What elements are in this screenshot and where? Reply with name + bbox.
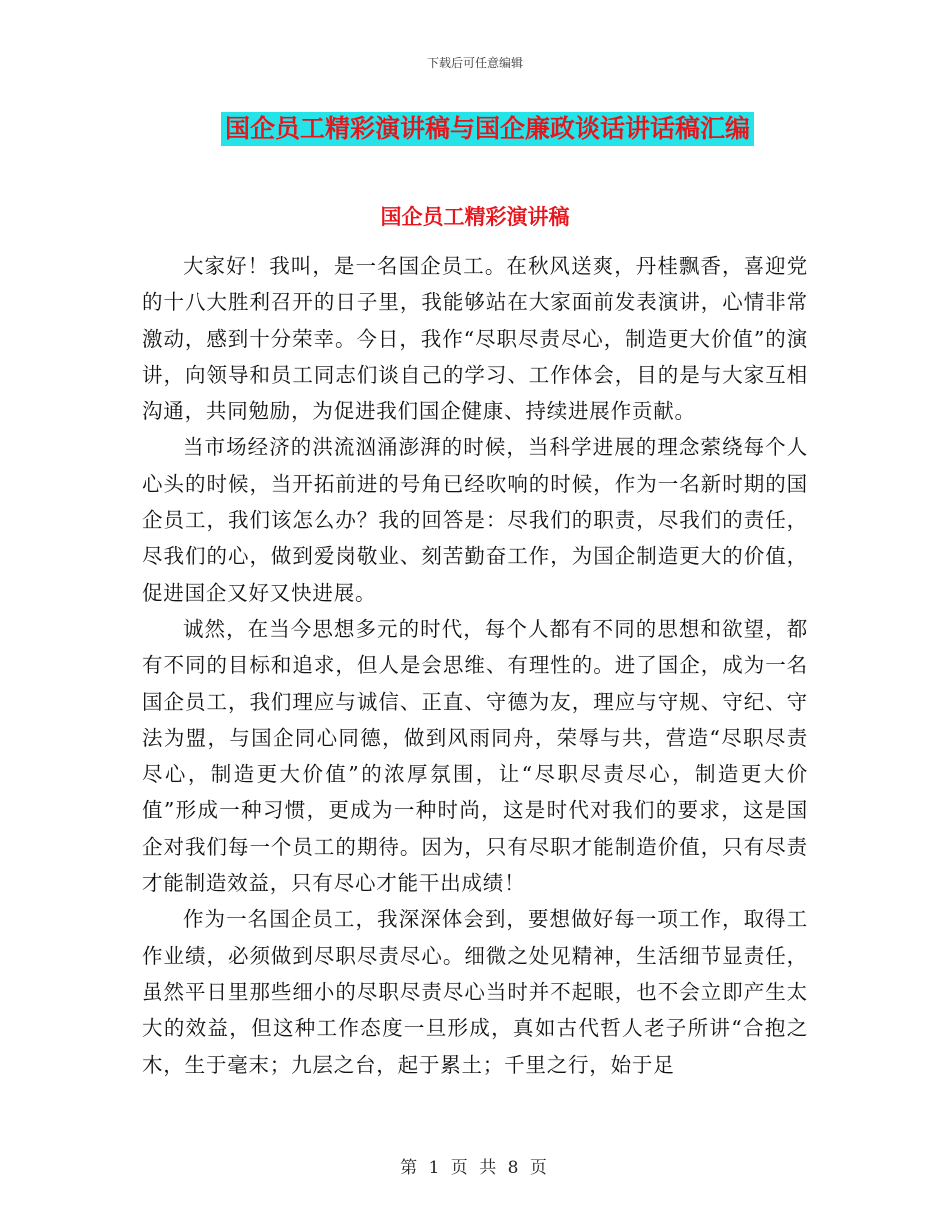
paragraph: 当市场经济的洪流汹涌澎湃的时候，当科学进展的理念萦绕每个人心头的时候，当开拓前进的号角已经吹响的时候，作为一名新时期的国企员工，我们该怎么办？我的回答是：尽我们的职责，尽我们的责任，尽我们的心，做到爱岗敬业、刻苦勤奋工作，为国企制造更大的价值，促进国企又好又快进展。: [142, 435, 808, 605]
header-note: 下载后可任意编辑: [426, 56, 523, 70]
page-number: 第 1 页 共 8 页: [400, 1158, 550, 1178]
document-body: [142, 248, 808, 1083]
document-main-title: 国企员工精彩演讲稿与国企廉政谈话讲话稿汇编: [221, 112, 754, 146]
paragraph: 大家好！我叫，是一名国企员工。在秋风送爽，丹桂飘香，喜迎党的十八大胜利召开的日子里，我能够站在大家面前发表演讲，心情非常激动，感到十分荣幸。今日，我作“尽职尽责尽心，制造更大价值”的演讲，向领导和员工同志们谈自己的学习、工作体会，目的是与大家互相沟通，共同勉励，为促进我们国企健康、持续进展作贡献。: [142, 254, 808, 424]
paragraph: 作为一名国企员工，我深深体会到，要想做好每一项工作，取得工作业绩，必须做到尽职尽责尽心。细微之处见精神，生活细节显责任，虽然平日里那些细小的尽职尽责尽心当时并不起眼，也不会立即产生太大的效益，但这种工作态度一旦形成，真如古代哲人老子所讲“合抱之木，生于毫末；九层之台，起于累土；千里之行，始于足: [142, 907, 808, 1077]
paragraph: 诚然，在当今思想多元的时代，每个人都有不同的思想和欲望，都有不同的目标和追求，但人是会思维、有理性的。进了国企，成为一名国企员工，我们理应与诚信、正直、守德为友，理应与守规、守纪、守法为盟，与国企同心同德，做到风雨同舟，荣辱与共，营造“尽职尽责尽心，制造更大价值”的浓厚氛围，让“尽职尽责尽心，制造更大价值”形成一种习惯，更成为一种时尚，这是时代对我们的要求，这是国企对我们每一个员工的期待。因为，只有尽职才能制造价值，只有尽责才能制造效益，只有尽心才能干出成绩！: [142, 616, 808, 896]
section-title: 国企员工精彩演讲稿: [380, 205, 570, 229]
